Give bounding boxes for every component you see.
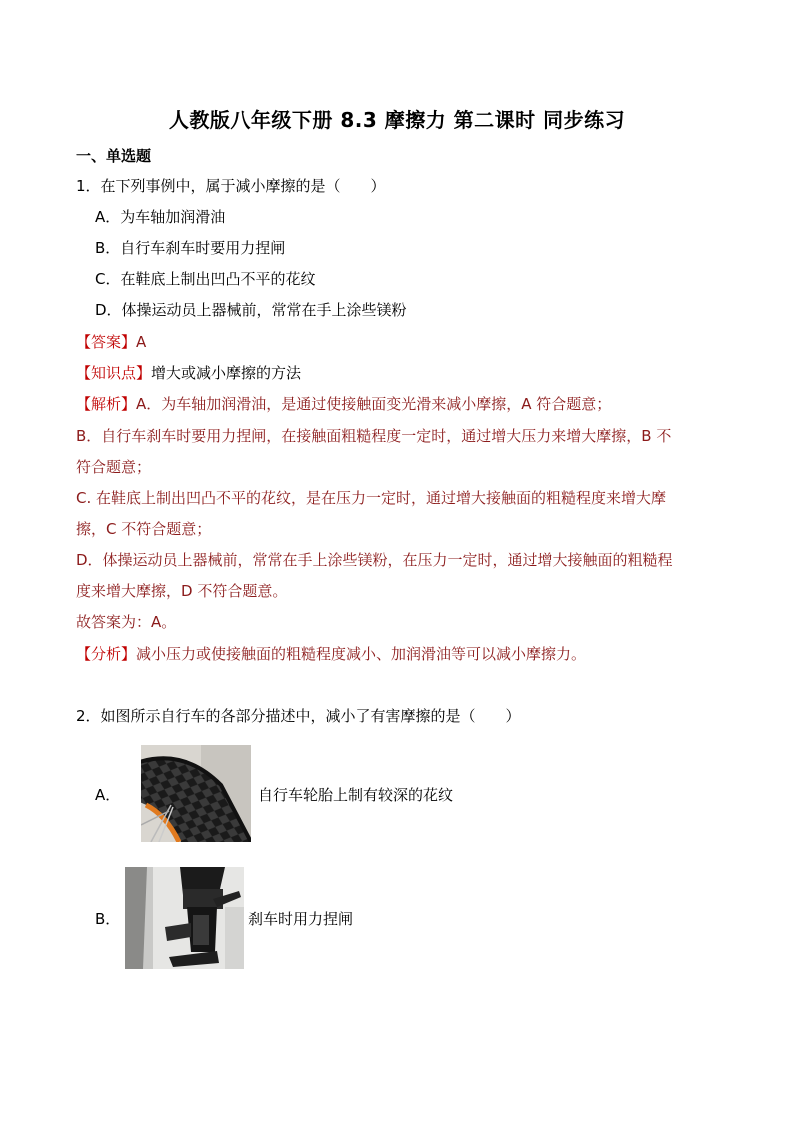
analysis-label: 【解析】 <box>76 395 137 413</box>
conclusion-line: 故答案为：A。 <box>76 613 177 631</box>
analysis-line: 度来增大摩擦，D 不符合题意。 <box>76 582 288 600</box>
question-1-stem: 1．在下列事例中，属于减小摩擦的是（ ） <box>76 177 386 195</box>
q2-option-b-caption: 刹车时用力捏闸 <box>248 910 354 928</box>
summary-row <box>76 644 586 664</box>
q2-option-a-caption: 自行车轮胎上制有较深的花纹 <box>258 786 454 804</box>
section-heading: 一、单选题 <box>76 147 152 165</box>
q2-option-b-label: B． <box>95 910 121 928</box>
analysis-line: 擦，C 不符合题意； <box>76 520 212 538</box>
q1-option-b: B．自行车刹车时要用力捏闸 <box>95 239 286 257</box>
bike-brake-photo <box>125 867 244 969</box>
knowledge-value: 增大或减小摩擦的方法 <box>151 364 302 382</box>
q2-option-a-label: A． <box>95 786 121 804</box>
analysis-line: D．体操运动员上器械前，常常在手上涂些镁粉，在压力一定时，通过增大接触面的粗糙程 <box>76 551 673 569</box>
tire-tread-photo <box>141 745 251 842</box>
analysis-line: A．为车轴加润滑油，是通过使接触面变光滑来减小摩擦，A 符合题意； <box>136 395 612 413</box>
q1-option-a: A．为车轴加润滑油 <box>95 208 226 226</box>
analysis-line: C. 在鞋底上制出凹凸不平的花纹，是在压力一定时，通过增大接触面的粗糙程度来增大摩 <box>76 489 667 507</box>
question-2-stem: 2．如图所示自行车的各部分描述中，减小了有害摩擦的是（ ） <box>76 707 521 725</box>
summary-value: 减小压力或使接触面的粗糙程度减小、加润滑油等可以减小摩擦力。 <box>136 645 587 663</box>
summary-label: 【分析】 <box>76 645 137 663</box>
q1-option-d: D．体操运动员上器械前，常常在手上涂些镁粉 <box>95 301 407 319</box>
analysis-row <box>76 394 611 414</box>
q1-option-c: C．在鞋底上制出凹凸不平的花纹 <box>95 270 316 288</box>
analysis-line: 符合题意； <box>76 458 152 476</box>
analysis-line: B．自行车刹车时要用力捏闸，在接触面粗糙程度一定时，通过增大压力来增大摩擦，B 不 <box>76 427 672 445</box>
knowledge-label: 【知识点】 <box>76 364 152 382</box>
answer-label: 【答案】 <box>76 333 137 351</box>
answer-row <box>76 332 146 352</box>
answer-value: A <box>136 333 147 351</box>
page-title: 人教版八年级下册 8.3 摩擦力 第二课时 同步练习 <box>168 108 626 132</box>
knowledge-row <box>76 363 301 383</box>
